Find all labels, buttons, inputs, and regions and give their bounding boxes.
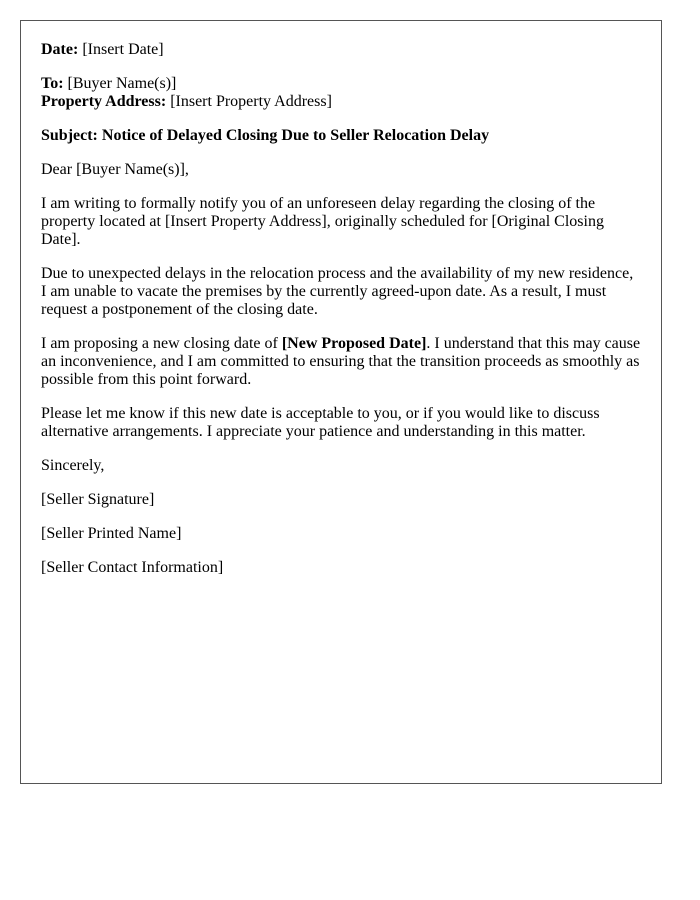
paragraph-4: Please let me know if this new date is acceptable to you, or if you would like to discuss alternative arrangements. I appreciate your patience and understanding in this matter. — [41, 405, 600, 440]
recipient-block: To: [Buyer Name(s)] Property Address: [Insert Property Address] — [41, 75, 332, 110]
paragraph-1: I am writing to formally notify you of an unforeseen delay regarding the closing of the property located at [Insert Property Address], originally scheduled for [Original Closing Date]. — [41, 195, 604, 248]
letter — [20, 20, 662, 784]
date-line: Date: [Insert Date] — [41, 41, 164, 58]
contact-info: [Seller Contact Information] — [41, 559, 224, 576]
printed-name: [Seller Printed Name] — [41, 525, 182, 542]
signature: [Seller Signature] — [41, 491, 155, 508]
subject-line: Subject: Notice of Delayed Closing Due to Seller Relocation Delay — [41, 127, 490, 144]
paragraph-3: I am proposing a new closing date of [New Proposed Date]. I understand that this may cause an inconvenience, and I am committed to ensuring that the transition proceeds as smoothly as possible from this point forward. — [41, 335, 641, 388]
paragraph-2: Due to unexpected delays in the relocation process and the availability of my new residence, I am unable to vacate the premises by the currently agreed-upon date. As a result, I must request a postponement of the closing date. — [41, 265, 634, 318]
greeting: Dear [Buyer Name(s)], — [41, 161, 189, 178]
closing: Sincerely, — [41, 457, 105, 474]
